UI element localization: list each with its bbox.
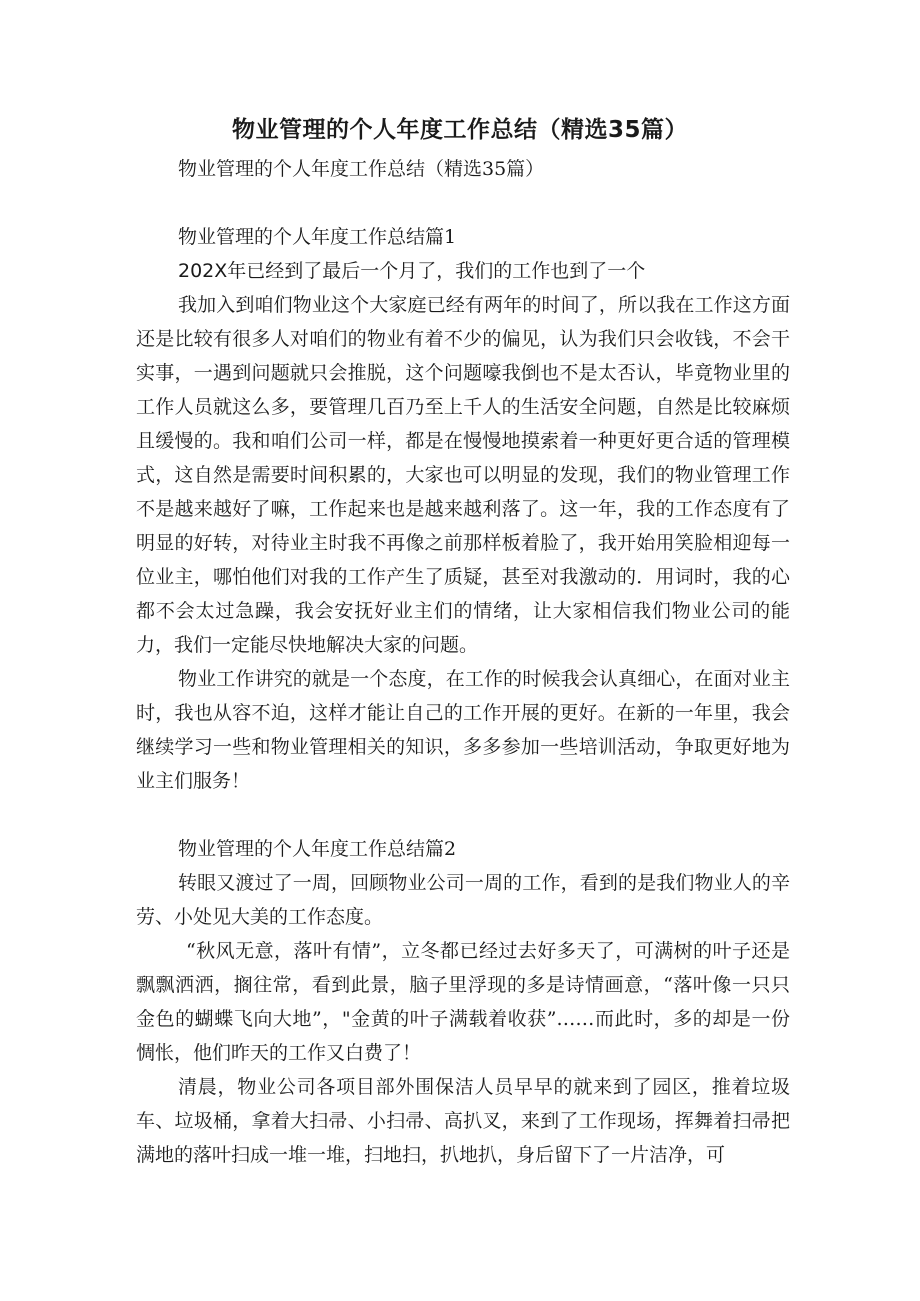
section-2-paragraph-1: 转眼又渡过了一周，回顾物业公司一周的工作，看到的是我们物业人的辛劳、小处见大美的工作态度。 (136, 872, 790, 928)
blank-line (136, 186, 790, 220)
section-1-paragraph-1: 我加入到咱们物业这个大家庭已经有两年的时间了，所以我在工作这方面还是比较有很多人对咱们的物业有着不少的偏见，认为我们只会收钱，不会干实事，一遇到问题就只会推脱，这个问题嚎我倒也不是太否认，毕竟物业里的工作人员就这么多，要管理几百乃至上千人的生活安全问题，自然是比较麻烦且缓慢的。我和咱们公司一样，都是在慢慢地摸索着一种更好更合适的管理模式，这自然是需要时间积累的，大家也可以明显的发现，我们的物业管理工作不是越来越好了嘛，工作起来也是越来越利落了。这一年，我的工作态度有了明显的好转，对待业主时我不再像之前那样板着脸了，我开始用笑脸相迎每一位业主，哪怕他们对我的工作产生了质疑，甚至对我激动的．用词时，我的心都不会太过急躁，我会安抚好业主们的情绪，让大家相信我们物业公司的能力，我们一定能尽快地解决大家的问题。 (136, 294, 790, 656)
section-1-paragraph-2: 物业工作讲究的就是一个态度，在工作的时候我会认真细心，在面对业主时，我也从容不迫，这样才能让自己的工作开展的更好。在新的一年里，我会继续学习一些和物业管理相关的知识，多多参加一些培训活动，争取更好地为业主们服务！ (136, 668, 790, 792)
section-2-paragraph-2: “秋风无意，落叶有情”，立冬都已经过去好多天了，可满树的叶子还是飘飘洒洒，搁往常，看到此景，脑子里浮现的多是诗情画意，“落叶像一只只金色的蝴蝶飞向大地”，"金黄的叶子满载着收获”……而此时，多的却是一份惆怅，他们昨天的工作又白费了！ (136, 940, 790, 1064)
section-2-heading: 物业管理的个人年度工作总结篇2 (178, 838, 457, 860)
document-title: 物业管理的个人年度工作总结（精选35篇） (231, 117, 688, 143)
document-body (136, 152, 790, 1172)
section-1-intro-line: 202X年已经到了最后一个月了，我们的工作也到了一个 (178, 260, 646, 282)
document-subtitle: 物业管理的个人年度工作总结（精选35篇） (178, 158, 545, 180)
blank-line (136, 798, 790, 832)
section-2-paragraph-3: 清晨，物业公司各项目部外围保洁人员早早的就来到了园区，推着垃圾车、垃圾桶，拿着大扫帚、小扫帚、高扒叉，来到了工作现场，挥舞着扫帚把满地的落叶扫成一堆一堆，扫地扫，扒地扒，身后留下了一片洁净，可 (136, 1076, 790, 1166)
section-1-heading: 物业管理的个人年度工作总结篇1 (178, 226, 457, 248)
